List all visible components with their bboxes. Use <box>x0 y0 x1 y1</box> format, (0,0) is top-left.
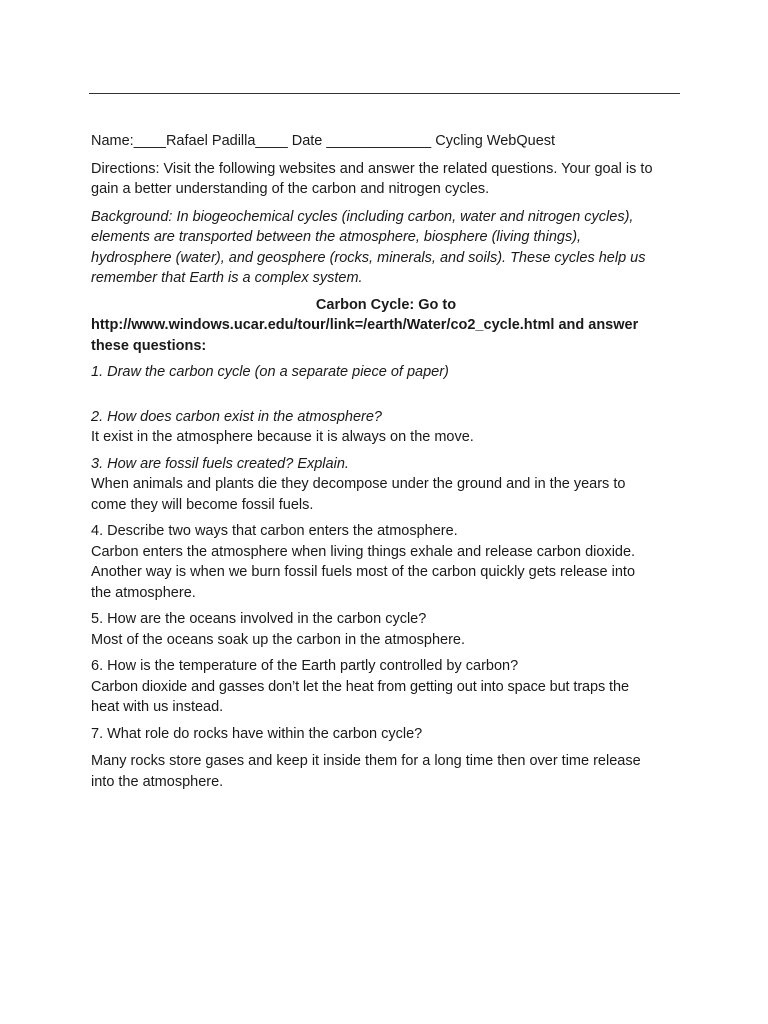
background-line: Background: In biogeochemical cycles (including carbon, water and nitrogen cycles), <box>91 208 634 225</box>
answer-line: Many rocks store gases and keep it inside them for a long time then over time release <box>91 753 641 769</box>
answer-line: Carbon enters the atmosphere when living things exhale and release carbon dioxide. <box>91 543 636 560</box>
answer-line: into the atmosphere. <box>91 773 224 790</box>
answer-2: It exist in the atmosphere because it is always on the move. <box>91 429 474 445</box>
background-line: hydrosphere (water), and geosphere (rocks, minerals, and soils). These cycles help us <box>91 249 646 266</box>
carbon-cycle-heading <box>91 295 681 357</box>
answer-6 <box>91 677 681 718</box>
answer-3 <box>91 474 681 515</box>
answer-line: Carbon dioxide and gasses don’t let the heat from getting out into space but traps the <box>91 678 629 695</box>
answer-line: come they will become fossil fuels. <box>91 496 314 513</box>
header-rule <box>89 93 680 94</box>
question-3: 3. How are fossil fuels created? Explain. <box>91 455 349 472</box>
carbon-cycle-title: Carbon Cycle: Go to <box>315 296 457 313</box>
answer-line: the atmosphere. <box>91 584 196 601</box>
directions-line: Directions: Visit the following websites and answer the related questions. Your goal is to <box>91 160 653 177</box>
directions-line: gain a better understanding of the carbon and nitrogen cycles. <box>91 181 490 197</box>
answer-line: When animals and plants die they decompose under the ground and in the years to <box>91 476 626 492</box>
background-paragraph <box>91 207 681 289</box>
question-7: 7. What role do rocks have within the carbon cycle? <box>91 725 423 742</box>
background-line: remember that Earth is a complex system. <box>91 270 363 286</box>
answer-5: Most of the oceans soak up the carbon in the atmosphere. <box>91 631 466 648</box>
directions-paragraph <box>91 159 681 200</box>
name-line: Name:____Rafael Padilla____ Date _____________ Cycling WebQuest <box>91 133 556 149</box>
answer-line: heat with us instead. <box>91 699 224 715</box>
answer-4 <box>91 542 681 604</box>
carbon-cycle-heading-end: these questions: <box>91 337 207 354</box>
question-1: 1. Draw the carbon cycle (on a separate piece of paper) <box>91 364 449 380</box>
question-4: 4. Describe two ways that carbon enters the atmosphere. <box>91 523 458 539</box>
question-6: 6. How is the temperature of the Earth partly controlled by carbon? <box>91 658 519 674</box>
carbon-cycle-link: http://www.windows.ucar.edu/tour/link=/earth/Water/co2_cycle.html and answer <box>91 317 639 333</box>
question-5: 5. How are the oceans involved in the carbon cycle? <box>91 611 427 627</box>
answer-line: Another way is when we burn fossil fuels most of the carbon quickly gets release into <box>91 564 636 580</box>
question-2: 2. How does carbon exist in the atmosphere? <box>91 408 382 425</box>
answer-7 <box>91 751 681 792</box>
background-line: elements are transported between the atmosphere, biosphere (living things), <box>91 229 582 245</box>
document-body <box>91 131 681 792</box>
